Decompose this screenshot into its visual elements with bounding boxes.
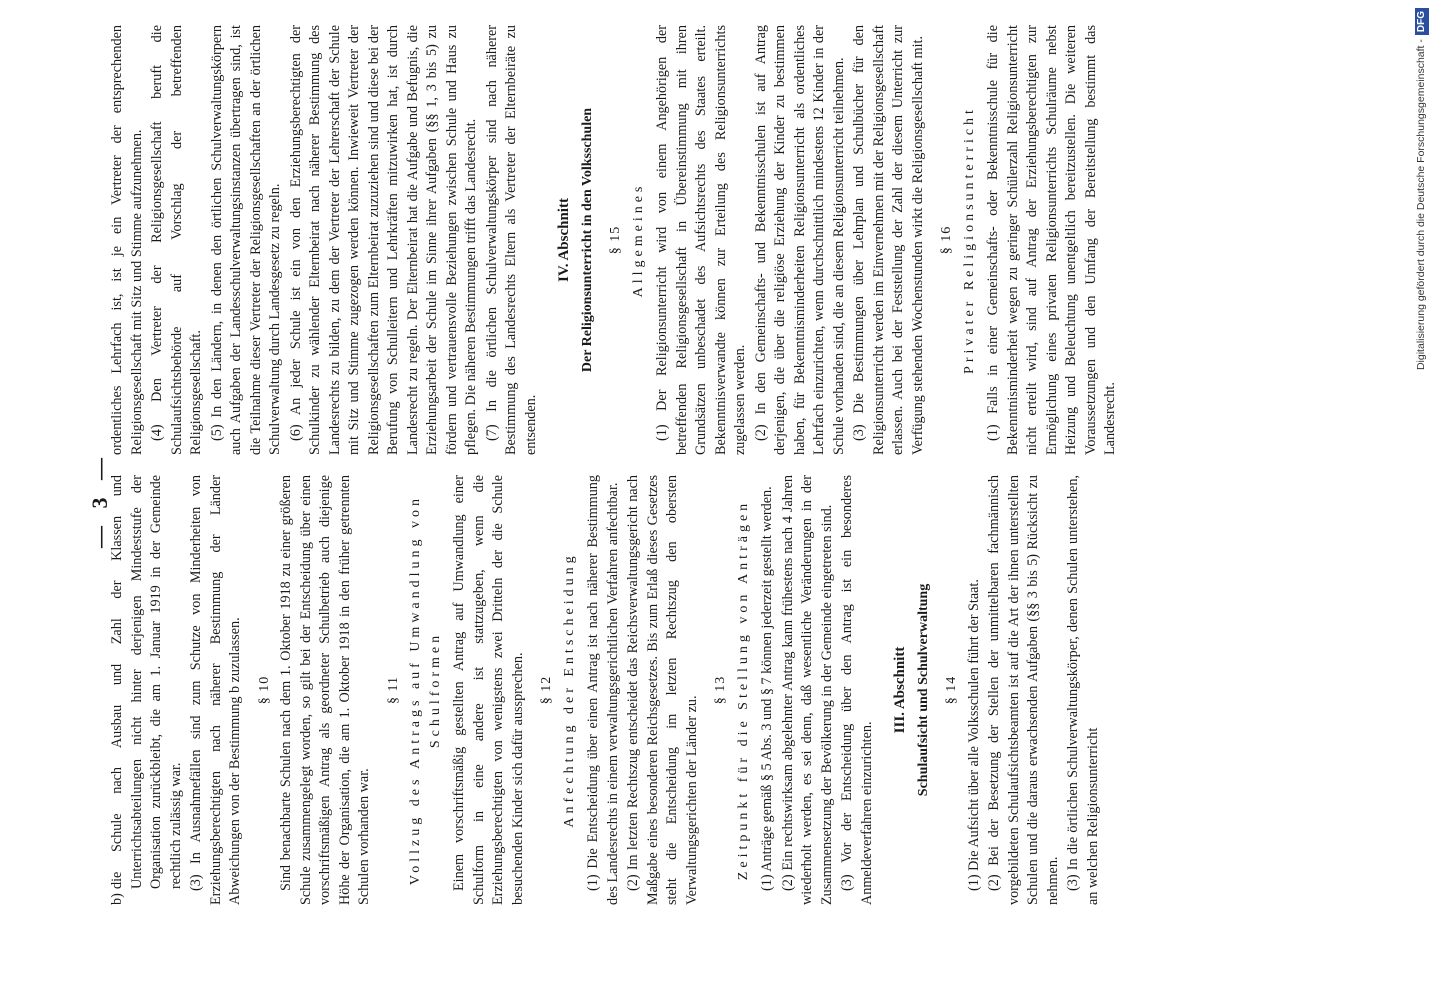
paragraph: (3) In Ausnahmefällen sind zum Schutze von Minderheiten von Erziehungsberechtigten nach näherer Bestimmung der Länder Abweichungen von der Bestimmung b zuzulassen. — [188, 475, 243, 905]
paragraph: (2) Bei der Besetzung der Stellen der unmittelbaren fachmännisch vorgebildeten Schulaufsichtsbeamten ist auf die Art der ihnen unterstellten Schulen und die daraus erwachsenden Aufgaben (§§ 3 bis 5) Rücksicht zu nehmen. — [986, 475, 1061, 905]
paragraph: Sind benachbarte Schulen nach dem 1. Oktober 1918 zu einer größeren Schule zusammengelegt worden, so gilt bei der Entscheidung über einen vorschriftsmäßigen Antrag als geordneter Schulbetrieb auch diejenige Höhe der Organisation, die am 1. Oktober 1918 in den früher getrennten Schulen vorhanden war. — [278, 475, 372, 905]
dfg-logo: DFG — [1415, 8, 1429, 35]
paragraph: (7) In die örtlichen Schulverwaltungskörper sind nach näherer Bestimmung des Landesrechts Eltern als Vertreter der Elternbeiräte zu entsenden. — [483, 25, 539, 455]
paragraph: (6) An jeder Schule ist ein von den Erziehungsberechtigten der Schulkinder zu wählender Elternbeirat nach näherer Bestimmung des Landesrechts zu bilden, zu dem der Vertreter der Lehrerschaft der Schule mit Sitz und Stimme zugezogen werden können. Inwieweit Vertreter der Religionsgesellschaften zum Elternbeirat zuzuziehen sind und diese bei der Berufung von Schulleitern und Lehrkräften mitzuwirken hat, ist durch Landesrecht zu regeln. Der Elternbeirat hat die Aufgabe und Befugnis, die Erziehungsarbeit der Schule im Sinne ihrer Aufgaben (§§ 1, 3 bis 5) zu fördern und vertrauensvolle Beziehungen zwischen Schule und Haus zu pflegen. Die näheren Bestimmungen trifft das Landesrecht. — [287, 25, 479, 455]
section-heading-10: § 10 — [256, 675, 272, 705]
paragraph: (1) Der Religionsunterricht wird von einem Angehörigen der betreffenden Religionsgesellschaft in Übereinstimmung mit ihren Grundsätzen unbeschadet des Aufsichtsrechts des Staates erteilt. Bekenntnisverwandte können zur Erteilung des Religionsunterrichts zugelassen werden. — [654, 25, 748, 455]
section-heading-14: § 14 — [944, 675, 959, 705]
paragraph: (2) Im letzten Rechtszug entscheidet das Reichsverwaltungsgericht nach Maßgabe eines besonderen Reichsgesetzes. Bis zum Erlaß dieses Gesetzes steht die Entscheidung im letzten Rechtszug den obersten Verwaltungsgerichten der Länder zu. — [625, 475, 700, 905]
digitization-credit-text: Digitalisierung gefördert durch die Deutsche Forschungsgemeinschaft - — [1415, 39, 1427, 371]
section-title-12: Anfechtung der Entscheidung — [561, 552, 577, 828]
part-title-4: Der Religionsunterricht in den Volksschulen — [579, 107, 595, 373]
part-title-3: Schulaufsicht und Schulverwaltung — [915, 583, 931, 797]
section-heading-16: § 16 — [939, 225, 954, 255]
section-title-13: Zeitpunkt für die Stellung von Anträgen — [735, 499, 751, 881]
paragraph: (3) Vor der Entscheidung über den Antrag ist ein besonderes Anmeldeverfahren einzurichten. — [839, 475, 875, 905]
paragraph: (1) Die Entscheidung über einen Antrag ist nach näherer Bestimmung des Landesrechts in einem verwaltungsgerichtlichen Verfahren anfechtbar. — [585, 475, 621, 905]
section-heading-15: § 15 — [608, 225, 623, 255]
section-title-11: Vollzug des Antrags auf Umwandlung von Schulformen — [408, 494, 443, 886]
item-marker: b) — [109, 893, 125, 905]
right-column — [108, 25, 1318, 455]
paragraph: (1) Anträge gemäß § 5 Abs. 3 und § 7 können jederzeit gestellt werden. — [759, 486, 775, 891]
page-number: — 3 — — [87, 452, 112, 548]
paragraph: (5) In den Ländern, in denen den örtlichen Schulverwaltungskörpern auch Aufgaben der Landesschulverwaltungsinstanzen übertragen sind, ist die Teilnahme dieser Vertreter der Religionsgesellschaften an der örtlichen Schulverwaltung durch Landesgesetz zu regeln. — [208, 25, 283, 455]
digitization-credit — [1412, 8, 1430, 992]
paragraph: (2) Ein rechtswirksam abgelehnter Antrag kann frühestens nach 4 Jahren wiederholt werden, es sei denn, daß wesentliche Veränderungen in der Zusammensetzung der Bevölkerung in der Gemeinde eingetreten sind. — [779, 475, 835, 905]
paragraph: (4) Den Vertreter der Religionsgesellschaft beruft die Schulaufsichtsbehörde auf Vorschlag der betreffenden Religionsgesellschaft. — [149, 25, 204, 455]
section-heading-11: § 11 — [385, 676, 401, 704]
list-item-b — [108, 475, 186, 905]
part-heading-4: IV. Abschnitt — [556, 198, 572, 282]
item-b-text: die Schule nach Ausbau und Zahl der Klassen und Unterrichtsabteilungen nicht hinter derjenigen Mindeststufe der Organisation zurückbleibt, die am 1. Januar 1919 in der Gemeinde rechtlich zulässig war. — [109, 475, 184, 889]
paragraph-continuation: ordentliches Lehrfach ist, ist je ein Vertreter der entsprechenden Religionsgesellschaft mit Sitz und Stimme aufzunehmen. — [109, 25, 145, 455]
section-title-16: Privater Religionsunterricht — [961, 106, 977, 374]
paragraph: (2) In den Gemeinschafts- und Bekenntnisschulen ist auf Antrag derjenigen, die über die religiöse Erziehung der Kinder zu bestimmen haben, für Bekenntnisminderheiten Religionsunterricht als ordentliches Lehrfach einzurichten, wenn durchschnittlich mindestens 12 Kinder in der Schule vorhanden sind, die an diesem Religionsunterricht teilnehmen. — [752, 25, 847, 455]
section-heading-12: § 12 — [539, 675, 554, 705]
digitization-credit-text-wrapper — [1412, 8, 1430, 992]
paragraph: (3) In die örtlichen Schulverwaltungskörper, denen Schulen unterstehen, an welchen Religionsunterricht — [1065, 475, 1101, 905]
paragraph: (1) Falls in einer Gemeinschafts- oder Bekenntnisschule für die Bekenntnisminderheit wegen zu geringer Schülerzahl Religionsunterricht nicht erteilt wird, sind auf Antrag der Erziehungsberechtigten zur Ermöglichung eines privaten Religionsunterrichts Schulräume nebst Heizung und Beleuchtung unentgeltlich bereitzustellen. Die weiteren Voraussetzungen und den Umfang der Bereitstellung bestimmt das Landesrecht. — [985, 25, 1118, 455]
left-column — [108, 475, 1318, 905]
section-title-15: Allgemeines — [630, 182, 646, 298]
paragraph: (3) Die Bestimmungen über Lehrplan und Schulbücher für den Religionsunterricht werden im Einvernehmen mit der Religionsgesellschaft erlassen. Auch bei der Feststellung der Zahl der diesem Unterricht zur Verfügung stehenden Wochenstunden wirkt die Religionsgesellschaft mit. — [851, 25, 926, 455]
section-heading-13: § 13 — [713, 675, 728, 705]
paragraph: (1) Die Aufsicht über alle Volksschulen führt der Staat. — [965, 579, 982, 891]
part-heading-3: III. Abschnitt — [892, 646, 908, 734]
paragraph: Einem vorschriftsmäßig gestellten Antrag auf Umwandlung einer Schulform in eine andere ist stattzugeben, wenn die Erziehungsberechtigten von wenigstens zwei Dritteln der die Schule besuchenden Kinder sich dafür aussprechen. — [451, 475, 526, 905]
